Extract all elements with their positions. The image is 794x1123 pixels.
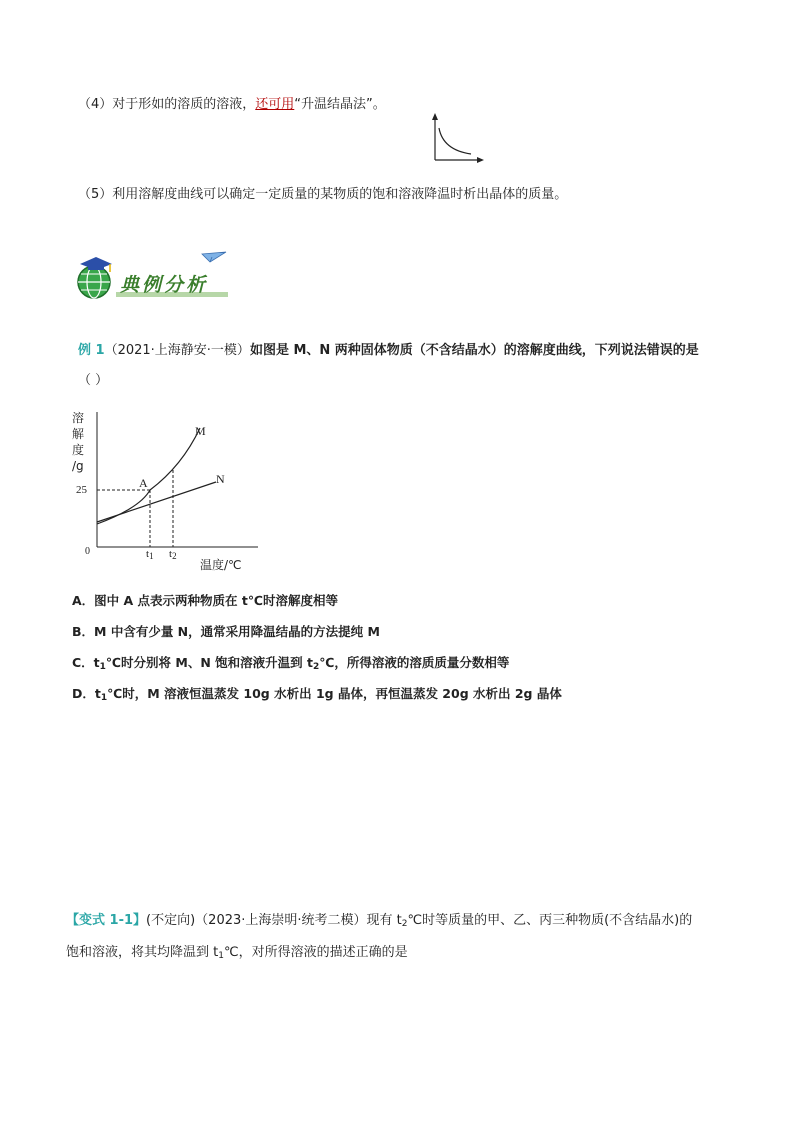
- paper-plane-icon: [202, 252, 226, 262]
- origin-label: 0: [85, 546, 90, 557]
- x-axis-label: 温度/℃: [200, 558, 242, 572]
- option-a: A．图中 A 点表示两种物质在 t℃时溶解度相等: [72, 593, 339, 608]
- tick-t2: $t_2$: [169, 548, 177, 561]
- section-banner: [74, 248, 234, 304]
- decay-curve-sketch: [425, 110, 487, 168]
- banner-title: 典例分析: [120, 274, 209, 296]
- option-c: C．$t_1℃$时分别将 M、N 饱和溶液升温到 $t_2℃$，所得溶液的溶质质量分数相等: [72, 655, 510, 672]
- example-1-blank: （ ）: [78, 373, 109, 388]
- y-axis-label: 溶 解 度 /g: [72, 411, 85, 473]
- example-1-stem: 例 1（2021·上海静安·一模）如图是 M、N 两种固体物质（不含结晶水）的溶解度曲线，下列说法错误的是: [78, 343, 699, 358]
- solubility-graph: [70, 404, 270, 580]
- curve-m-label: M: [195, 424, 206, 438]
- example-1-label: 例 1: [78, 343, 105, 358]
- sketch-x-arrow: [477, 157, 484, 163]
- variant-tag: 【变式 1-1】: [66, 913, 147, 928]
- example-1-source: （2021·上海静安·一模）: [104, 343, 250, 358]
- curve-m: [97, 428, 200, 524]
- sketch-curve: [439, 128, 471, 154]
- point-a-label: A: [139, 476, 148, 490]
- cap-base: [88, 265, 104, 270]
- option-d: D．$t_1℃$时，M 溶液恒温蒸发 10g 水析出 1g 晶体，再恒温蒸发 20g 水析出 2g 晶体: [72, 686, 562, 703]
- y-tick-25: 25: [76, 484, 87, 496]
- curve-n-label: N: [216, 472, 225, 486]
- item-5-text: （5）利用溶解度曲线可以确定一定质量的某物质的饱和溶液降温时析出晶体的质量。: [78, 187, 568, 202]
- variant-1-1-line-1: 【变式 1-1】(不定向)（2023·上海崇明·统考二模）现有 $t_2℃$时等质量的甲、乙、丙三种物质(不含结晶水)的: [66, 913, 693, 929]
- item-4-text: （4）对于形如的溶质的溶液，还可用“升温结晶法”。: [78, 97, 386, 112]
- variant-1-1-line-2: 饱和溶液，将其均降温到 $t_1℃$，对所得溶液的描述正确的是: [66, 945, 408, 961]
- tick-t1: $t_1$: [146, 548, 154, 561]
- item-4-highlight: 还可用: [255, 97, 295, 112]
- option-b: B．M 中含有少量 N，通常采用降温结晶的方法提纯 M: [72, 624, 380, 639]
- sketch-y-arrow: [432, 113, 438, 120]
